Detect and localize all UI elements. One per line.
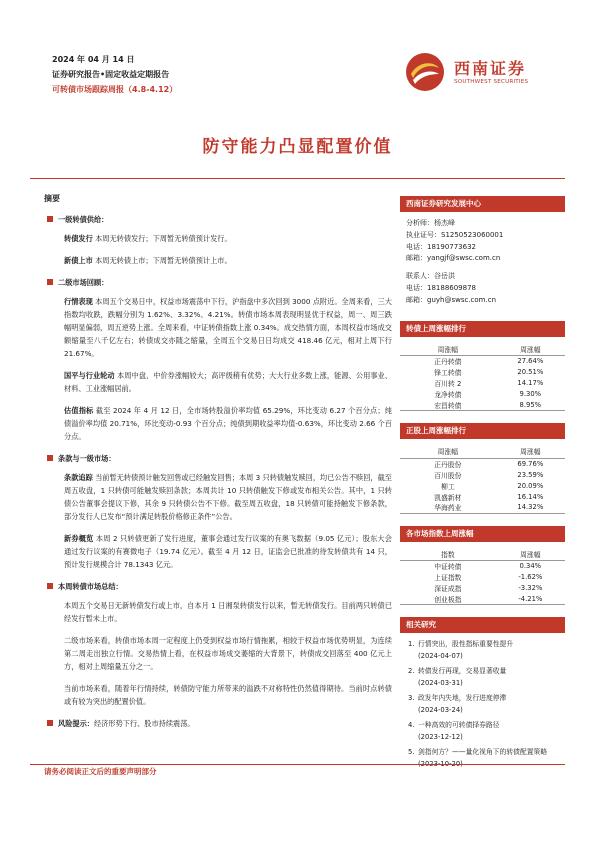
report-date: 2024 年 04 月 14 日 [52,55,135,64]
analyst-info [400,218,565,307]
bond-change: 14.17% [517,379,544,388]
bond-change: 8.95% [496,400,565,411]
table-row [400,389,565,400]
para-label: 新债上市 [64,256,93,265]
bond-name: 龙净转债 [434,391,462,400]
analyst-cert: 执业证号：S1250523060001 [406,230,504,239]
stock-name: 百川股份 [434,471,462,480]
para-valuation [44,404,392,443]
para-terms [44,471,392,523]
top-stocks-table [400,445,565,514]
table-row [400,572,565,583]
contact-tel: 电话：18188609878 [406,283,476,292]
item-number: 5. [408,748,415,757]
bond-change: 9.30% [519,390,542,399]
para-text: 本周无转债发行；下周暂无转债预计发行。 [95,234,232,243]
section-secondary-review: 二级市场回顾： [44,276,392,289]
bond-name: 正丹转债 [434,358,462,367]
report-type: 证券研究报告•固定收益定期报告 [52,70,170,79]
stock-name: 凯盛新材 [434,493,462,502]
logo-mark-icon [405,52,445,92]
item-title: 剑指何方？——量化视角下的转债配置策略 [418,748,548,757]
table-row [400,491,565,502]
para-label: 行情表现 [64,297,93,306]
contact-email[interactable]: 邮箱：guyh@swsc.com.cn [406,295,497,304]
bond-name: 百川转 2 [434,380,462,389]
abstract-heading: 摘要 [44,194,60,203]
logo-text-cn: 西南证券 [454,59,527,78]
company-logo [405,52,565,98]
list-item[interactable] [408,693,565,716]
report-header [52,52,177,97]
item-number: 4. [408,721,415,730]
table-row [400,502,565,513]
report-series: 可转债市场跟踪周报（4.8-4.12） [52,85,178,94]
table-row [400,469,565,480]
list-item[interactable] [408,720,565,743]
indices-table [400,548,565,606]
para-new-issues [44,532,392,571]
item-title: 行情突出，股性指标重要性提升 [418,640,514,649]
stock-change: 69.76% [517,459,544,468]
index-name: 创业板指 [400,594,496,605]
indices-heading: 各市场指数上周涨幅 [400,526,565,542]
analyst-name: 分析师：杨杰峰 [406,219,455,227]
table-row [400,367,565,378]
item-date: (2024-04-07) [418,651,463,660]
index-name: 上证指数 [434,574,462,583]
risk-label: 风险提示： [58,719,94,728]
bond-change: 27.64% [517,357,544,366]
analyst-tel: 电话：18190773632 [406,242,476,251]
item-title: 转债发行再现，交易显著收量 [418,667,507,676]
para-summary-1: 本周五个交易日无新转债发行或上市，自本月 1 日湘泵转债发行以来，暂无转债发行。目前两只转债已经发行暂未上市。 [64,601,392,623]
sidebar [400,196,565,774]
stock-name: 柳工 [441,482,455,491]
list-item[interactable] [408,639,565,662]
page-title: 防守能力凸显配置价值 [202,137,393,157]
research-center-heading: 西南证券研究发展中心 [400,196,565,212]
index-change: -3.32% [518,584,543,593]
index-change: -1.62% [518,573,543,582]
para-text: 本周 2 只转债更新了发行进度，董事会通过发行议案的有奥飞数据（9.05 亿元）；股东大会通过发行议案的有赛微电子（19.74 亿元）。截至 4 月 12 日，证监会已批准的待发转债共有 14 只，预计发行规模合计 78.1343 亿元。 [64,534,392,569]
contact-name: 联系人：谷岳洪 [406,272,455,281]
item-number: 2. [408,667,415,676]
index-name: 中证转债 [434,563,462,572]
analyst-email[interactable]: 邮箱：yangjf@swsc.com.cn [406,254,501,263]
stock-name: 正丹股份 [434,460,462,469]
para-summary-2: 二级市场来看，转债市场本周一定程度上仍受到权益市场行情拖累，相较于权益市场优势明显，为连续第二周走出独立行情。交易热情上看，在权益市场成交萎缩的大背景下，转债成交回落至 400 亿元上方，相对上周缩量五分之一。 [64,636,392,671]
index-change: 0.34% [519,562,542,571]
table-row [400,400,565,411]
section-summary: 本周转债市场总结： [44,580,392,593]
item-title: 政发年内失地，发行进度停滞 [418,694,507,703]
footer-divider [30,764,565,765]
item-title: 一种高效的可转债择券路径 [418,721,500,730]
item-date: (2023-12-12) [418,732,463,741]
table-row [400,458,565,469]
bond-name: 锋工转债 [434,369,462,378]
risk-text: 经济形势下行、股市持续震荡。 [93,719,195,728]
section-terms: 条款与一级市场： [44,452,392,465]
list-item[interactable] [408,666,565,689]
item-number: 1. [408,640,415,649]
index-change: -4.21% [496,594,565,605]
section-primary-supply: 一级转债供给： [44,213,392,226]
related-research-list [400,639,565,770]
header-divider [30,178,565,179]
stock-change: 20.09% [517,481,544,490]
stock-change: 23.59% [517,470,544,479]
list-item[interactable] [408,747,565,770]
para-text: 本周无转债上市；下周暂无转债预计上市。 [95,256,232,265]
para-text: 本周中盘、中价券涨幅较大；高评级稍有优势；大大行业多数上涨，能源、公用事业、材料、工业涨幅居前。 [64,371,392,393]
para-listing [44,254,392,267]
item-number: 3. [408,694,415,703]
disclaimer-footer: 请务必阅读正文后的重要声明部分 [44,767,157,776]
column-header: 周涨幅 [400,343,496,356]
column-header: 周涨幅 [496,343,565,356]
item-date: (2024-03-31) [418,678,463,687]
para-label: 国平与行业轮动 [64,371,115,380]
para-text: 本周五个交易日中，权益市场震荡中下行，沪指盘中多次回到 3000 点附近。全周来看，三大指数均收跌，跌幅分别为 1.62%、3.32%、4.21%。转债市场本周表现明显优于权益，周一、周三跌幅明显偏弱，周五逆势上涨。全周来看，中证转债指数上涨 0.34%。成交热情方面，本周权益市场成交额缩量至八千亿左右；转债成交亦随之缩量，全周五个交易日日均成交 418.46 亿元，相对上周下行 21.67%。 [64,297,392,358]
para-rotation [44,369,392,395]
para-label: 估值指标 [64,406,94,415]
para-label: 新券概览 [64,534,94,543]
column-header: 周涨幅 [400,445,496,458]
related-research-heading: 相关研究 [400,617,565,633]
para-performance [44,295,392,360]
index-name: 深证成指 [434,585,462,594]
stock-name: 华海药业 [400,502,496,513]
table-row [400,480,565,491]
para-text: 当前暂无转债预计触发回售或已经触发回售；本周 3 只转债触发赎回，均已公告不赎回，截至周五收盘，1 只转债可能触发赎回条款；本周共计 10 只转债触发下修或发布相关公告。其中，1 只转债公告董事会提议下修，其余 9 只转债公告不下修。截至周五收盘，18 只转债可能持触发下修条款，部分发行人已发布“预计满足转股价格修正条件”公告。 [64,473,392,521]
para-label: 转债发行 [64,234,93,243]
column-header: 指数 [400,548,496,561]
stock-change: 14.32% [496,502,565,513]
para-issuance [44,232,392,245]
top-bonds-heading: 转债上周涨幅排行 [400,321,565,337]
table-row [400,594,565,605]
top-bonds-table [400,343,565,412]
table-row [400,378,565,389]
table-row [400,561,565,572]
stock-change: 16.14% [517,492,544,501]
item-date: (2024-03-24) [418,705,463,714]
top-stocks-heading: 正股上周涨幅排行 [400,423,565,439]
abstract-column [44,192,392,736]
table-row [400,356,565,367]
logo-text-en: SOUTHWEST SECURITIES [454,79,529,85]
bond-change: 20.51% [517,368,544,377]
column-header: 周涨幅 [496,548,565,561]
column-header: 周涨幅 [496,445,565,458]
para-summary-3: 当前市场来看，随着年行情持续，转债防守能力所带来的溢跌不对称特性仍然值得期待。当前时点转债或有较为突出的配置价值。 [64,684,392,706]
section-risk [44,717,392,730]
para-text: 截至 2024 年 4 月 12 日，全市场转股溢价率均值 65.29%，环比变动 6.27 个百分点；纯债溢价率均值 20.71%，环比变动-0.93 个百分点；纯债到期收益率均值-0.63%，环比变动 2.66 个百分点。 [64,406,392,441]
bond-name: 宏昌转债 [400,400,496,411]
table-row [400,583,565,594]
para-label: 条款追踪 [64,473,93,482]
